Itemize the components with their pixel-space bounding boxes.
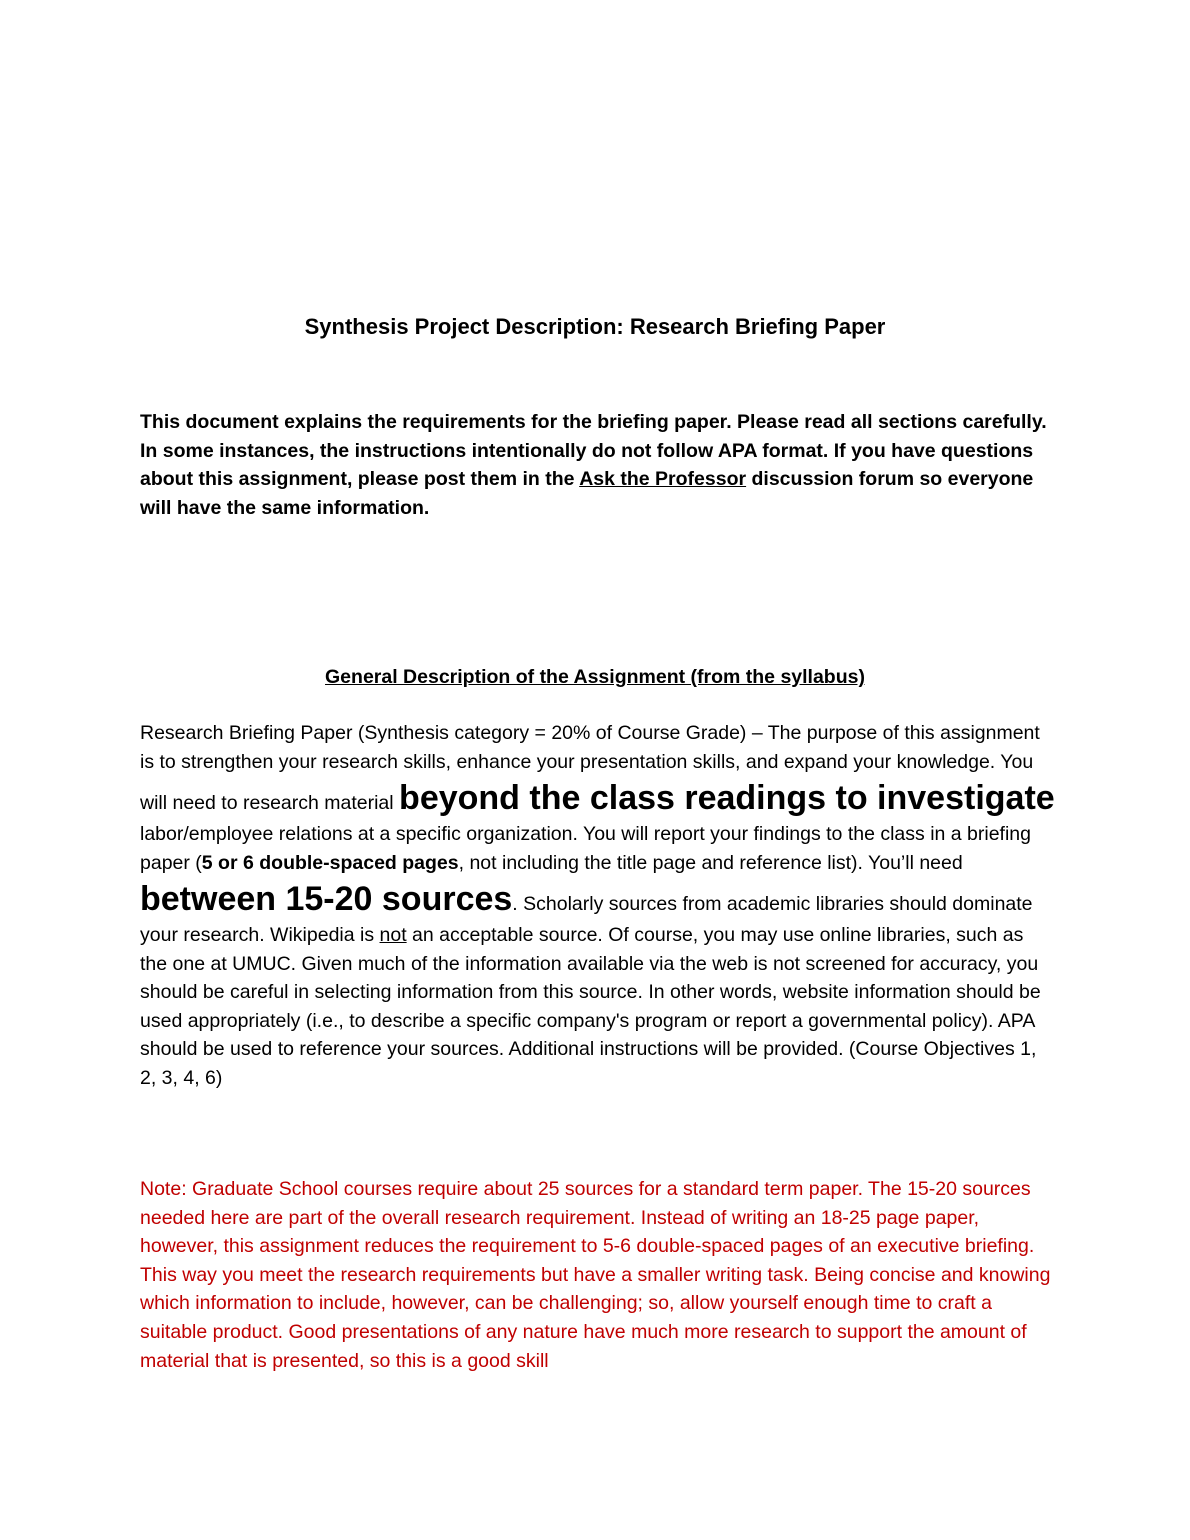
description-part-1: Research Briefing Paper (Synthesis category = 20% of Course Grade) – The purpose of this assignment is to strengthen your research skills, enhance your presentation skills, and expand your knowledge. You will need to research material: [140, 722, 1040, 814]
document-title: Synthesis Project Description: Research Briefing Paper: [304, 314, 886, 339]
description-part-2: labor/employee relations at a specific organization. You will report your findings to the class in a briefing paper (: [140, 823, 1032, 874]
assignment-description: [140, 719, 1055, 1092]
description-part-5: an acceptable source. Of course, you may use online libraries, such as the one at UMUC. Given much of the information available via the web is not screened for accuracy, you should be careful in selecting information from this source. In other words, website information should be used appropriately (i.e., to describe a specific company's program or report a governmental policy). APA should be used to reference your sources. Additional instructions will be provided. (Course Objectives 1, 2, 3, 4, 6): [140, 924, 1041, 1089]
section-heading: General Description of the Assignment (from the syllabus): [325, 666, 865, 688]
emphasis-source-count: between 15-20 sources: [140, 880, 513, 918]
description-part-3: , not including the title page and reference list). You’ll need: [458, 851, 963, 874]
intro-text-before-link: This document explains the requirements for the briefing paper. Please read all sections carefully. In some instances, the instructions intentionally do not follow APA format. If you have questions about this assignment, please post them in the: [140, 411, 1047, 490]
emphasis-beyond-readings: beyond the class readings to investigate: [399, 779, 1055, 817]
underlined-not: not: [379, 924, 407, 946]
intro-paragraph: [140, 408, 1052, 522]
page-count-requirement: 5 or 6 double-spaced pages: [201, 851, 459, 874]
ask-the-professor-link[interactable]: Ask the Professor: [579, 468, 747, 490]
description-part-4: . Scholarly sources from academic libraries should dominate your research. Wikipedia is: [140, 893, 1033, 946]
note-paragraph: Note: Graduate School courses require about 25 sources for a standard term paper. The 15-20 sources needed here are part of the overall research requirement. Instead of writing an 18-25 page paper, however, this assignment reduces the requirement to 5-6 double-spaced pages of an executive briefing. This way you meet the research requirements but have a smaller writing task. Being concise and knowing which information to include, however, can be challenging; so, allow yourself enough time to craft a suitable product. Good presentations of any nature have much more research to support the amount of material that is presented, so this is a good skill: [140, 1178, 1051, 1372]
intro-text-after-link: discussion forum so everyone will have the same information.: [140, 468, 1034, 519]
